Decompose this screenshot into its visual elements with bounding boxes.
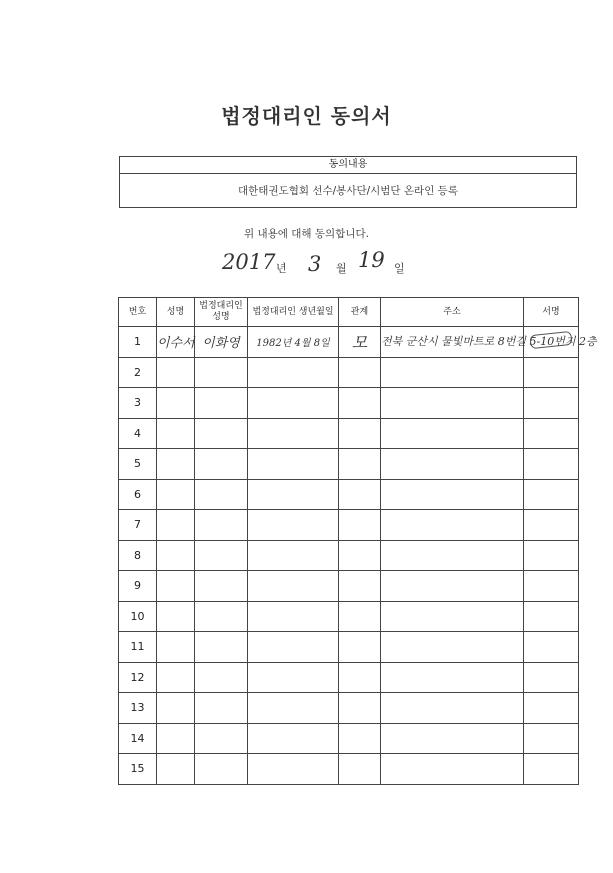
cell-name [157, 754, 195, 785]
cell-relation [339, 357, 381, 388]
cell-signature [524, 723, 579, 754]
cell-name [157, 540, 195, 571]
cell-relation [339, 388, 381, 419]
cell-guardian-birthdate [248, 418, 339, 449]
table-row [119, 418, 579, 449]
cell-relation [339, 723, 381, 754]
table-row [119, 327, 579, 358]
cell-number: 4 [119, 418, 157, 449]
cell-address: 전북 군산시 물빛마트로 8번길 5-10번지 2층 [381, 327, 524, 358]
cell-guardian-birthdate [248, 571, 339, 602]
cell-address [381, 479, 524, 510]
cell-relation [339, 662, 381, 693]
cell-signature [524, 327, 579, 358]
table-header-row [119, 298, 579, 327]
cell-name: 이수서 [157, 327, 195, 358]
cell-signature [524, 418, 579, 449]
cell-relation [339, 418, 381, 449]
cell-address [381, 418, 524, 449]
cell-number: 3 [119, 388, 157, 419]
cell-number: 11 [119, 632, 157, 663]
table-row [119, 662, 579, 693]
cell-name [157, 632, 195, 663]
cell-guardian-name [195, 540, 248, 571]
cell-signature [524, 357, 579, 388]
cell-signature [524, 571, 579, 602]
header-name: 성명 [157, 298, 195, 327]
cell-guardian-name [195, 571, 248, 602]
table-row [119, 540, 579, 571]
header-guardian-birthdate: 법정대리인 생년월일 [248, 298, 339, 327]
cell-name [157, 571, 195, 602]
cell-name [157, 418, 195, 449]
cell-relation [339, 754, 381, 785]
cell-guardian-name [195, 662, 248, 693]
cell-address [381, 540, 524, 571]
cell-relation [339, 510, 381, 541]
cell-relation [339, 632, 381, 663]
table-row [119, 479, 579, 510]
cell-name [157, 723, 195, 754]
cell-relation [339, 571, 381, 602]
cell-address [381, 601, 524, 632]
table-row [119, 388, 579, 419]
cell-address [381, 510, 524, 541]
cell-signature [524, 693, 579, 724]
cell-signature [524, 754, 579, 785]
table-row [119, 723, 579, 754]
table-row [119, 357, 579, 388]
cell-relation [339, 449, 381, 480]
date-year-unit: 년 [276, 262, 287, 275]
cell-guardian-birthdate [248, 449, 339, 480]
header-relation: 관계 [339, 298, 381, 327]
header-guardian-name: 법정대리인 성명 [195, 298, 248, 327]
cell-number: 2 [119, 357, 157, 388]
cell-guardian-name [195, 601, 248, 632]
date-month: 3 [308, 252, 322, 276]
table-row [119, 510, 579, 541]
cell-name [157, 510, 195, 541]
cell-signature [524, 601, 579, 632]
cell-number: 9 [119, 571, 157, 602]
cell-guardian-birthdate [248, 693, 339, 724]
cell-address [381, 723, 524, 754]
cell-address [381, 632, 524, 663]
header-signature: 서명 [524, 298, 579, 327]
cell-number: 12 [119, 662, 157, 693]
cell-guardian-birthdate [248, 510, 339, 541]
cell-guardian-name [195, 449, 248, 480]
cell-guardian-birthdate [248, 723, 339, 754]
cell-name [157, 601, 195, 632]
cell-guardian-birthdate [248, 388, 339, 419]
cell-name [157, 449, 195, 480]
cell-number: 6 [119, 479, 157, 510]
date-day: 19 [358, 248, 385, 272]
cell-guardian-name [195, 723, 248, 754]
consent-box [119, 156, 577, 208]
cell-signature [524, 540, 579, 571]
table-row [119, 754, 579, 785]
cell-signature [524, 632, 579, 663]
cell-relation [339, 540, 381, 571]
cell-address [381, 662, 524, 693]
agree-statement: 위 내용에 대해 동의합니다. [244, 228, 369, 240]
consent-content: 대한태권도협회 선수/봉사단/시범단 온라인 등록 [238, 185, 458, 197]
cell-guardian-birthdate [248, 754, 339, 785]
cell-guardian-birthdate [248, 632, 339, 663]
cell-signature [524, 510, 579, 541]
cell-relation [339, 693, 381, 724]
cell-name [157, 479, 195, 510]
cell-guardian-birthdate [248, 479, 339, 510]
cell-number: 13 [119, 693, 157, 724]
cell-guardian-name [195, 510, 248, 541]
cell-number: 5 [119, 449, 157, 480]
cell-address [381, 449, 524, 480]
cell-guardian-name [195, 632, 248, 663]
cell-name [157, 388, 195, 419]
cell-number: 7 [119, 510, 157, 541]
table-row [119, 632, 579, 663]
cell-guardian-birthdate: 1982년 4월 8일 [248, 327, 339, 358]
cell-guardian-birthdate [248, 662, 339, 693]
cell-guardian-name: 이화영 [195, 327, 248, 358]
cell-name [157, 662, 195, 693]
cell-guardian-birthdate [248, 601, 339, 632]
table-row [119, 449, 579, 480]
header-number: 번호 [119, 298, 157, 327]
cell-guardian-name [195, 693, 248, 724]
date-year: 2017 [222, 250, 276, 274]
cell-number: 8 [119, 540, 157, 571]
table-row [119, 693, 579, 724]
cell-number: 15 [119, 754, 157, 785]
cell-guardian-birthdate [248, 357, 339, 388]
guardian-table [118, 297, 597, 785]
date-day-unit: 일 [394, 262, 405, 275]
cell-guardian-name [195, 388, 248, 419]
cell-address [381, 754, 524, 785]
cell-signature [524, 479, 579, 510]
cell-guardian-birthdate [248, 540, 339, 571]
cell-guardian-name [195, 754, 248, 785]
consent-header: 동의내용 [120, 157, 576, 174]
table-row [119, 571, 579, 602]
table-row [119, 601, 579, 632]
cell-number: 10 [119, 601, 157, 632]
cell-guardian-name [195, 479, 248, 510]
handwritten-signature [529, 331, 572, 349]
cell-relation [339, 479, 381, 510]
cell-relation [339, 601, 381, 632]
cell-signature [524, 662, 579, 693]
cell-name [157, 693, 195, 724]
cell-guardian-name [195, 418, 248, 449]
cell-address [381, 693, 524, 724]
cell-address [381, 571, 524, 602]
cell-guardian-name [195, 357, 248, 388]
cell-signature [524, 388, 579, 419]
date-month-unit: 월 [336, 262, 347, 275]
cell-number: 14 [119, 723, 157, 754]
document-title: 법정대리인 동의서 [221, 104, 392, 128]
cell-address [381, 357, 524, 388]
cell-number: 1 [119, 327, 157, 358]
cell-name [157, 357, 195, 388]
cell-signature [524, 449, 579, 480]
date-row [222, 248, 482, 282]
cell-address [381, 388, 524, 419]
header-address: 주소 [381, 298, 524, 327]
cell-relation: 모 [339, 327, 381, 358]
